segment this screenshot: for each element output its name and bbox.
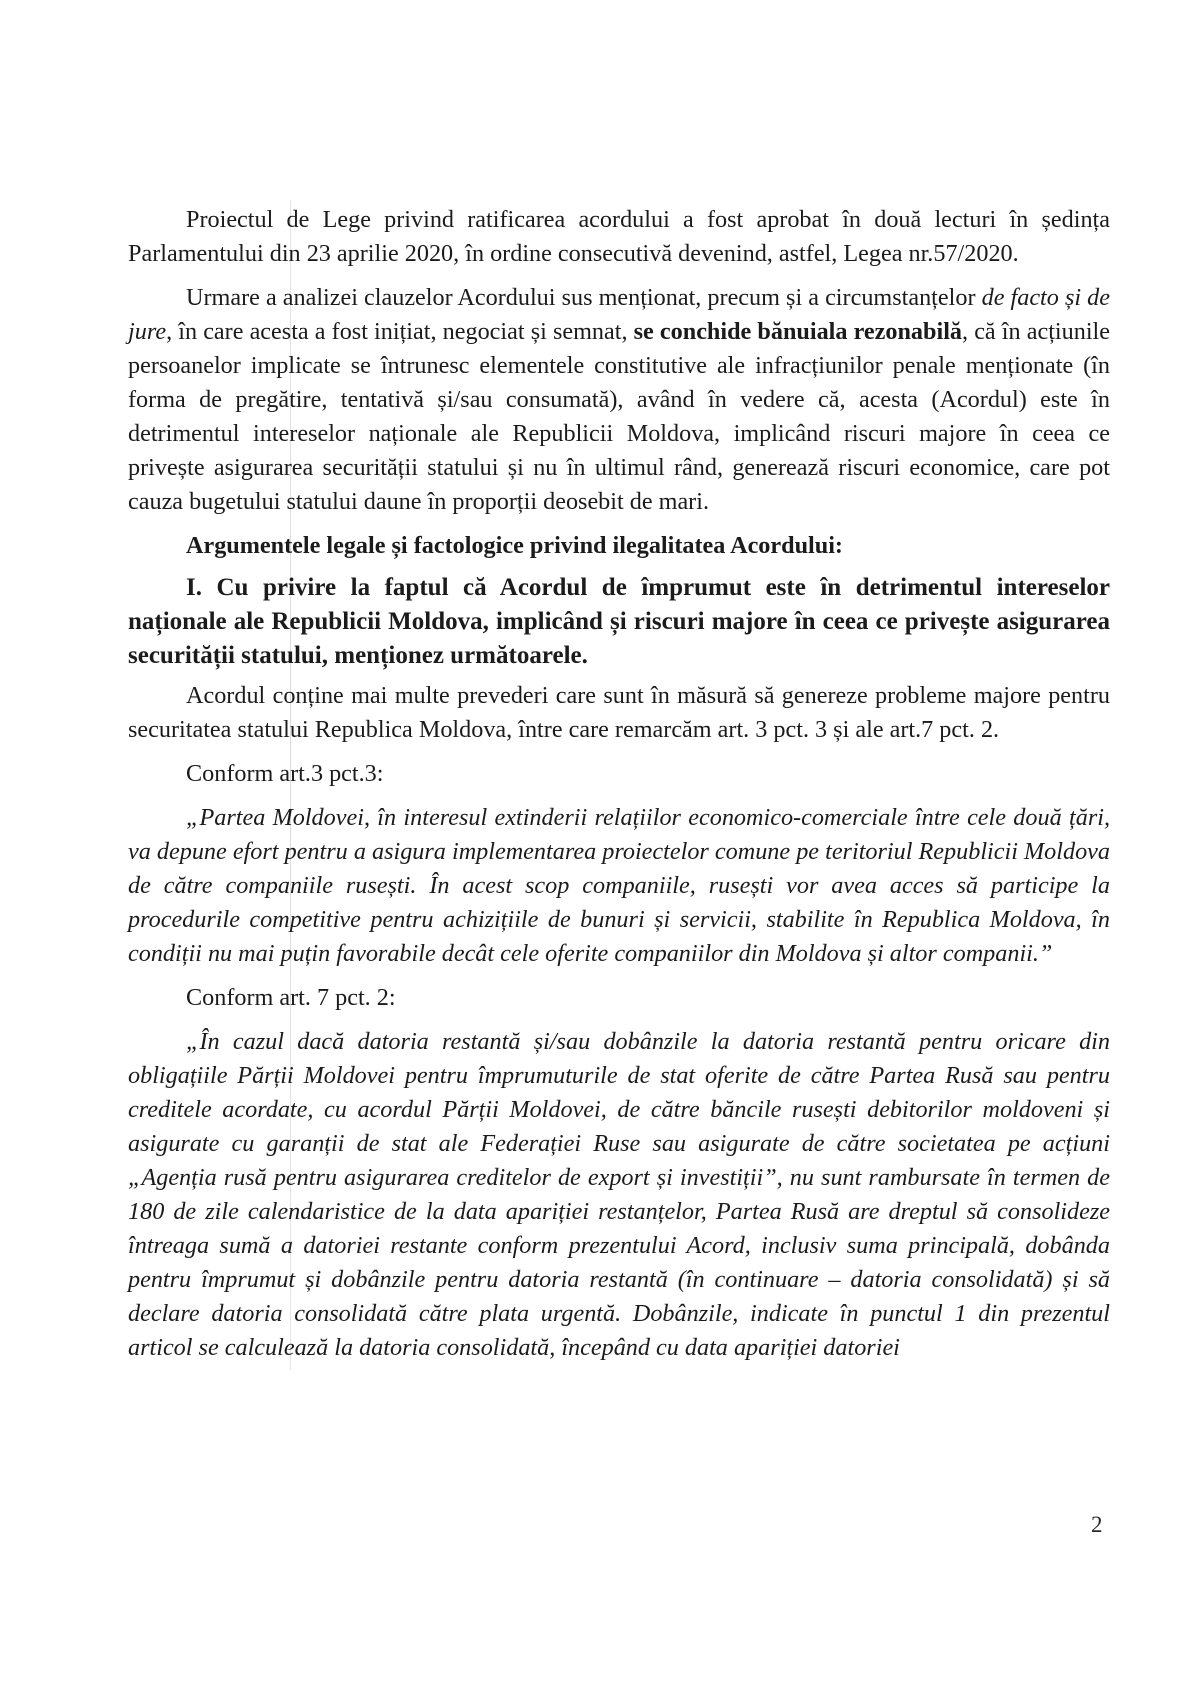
quote-art7: „În cazul dacă datoria restantă și/sau dobânzile la datoria restantă pentru oricare din obligațiile Părții Moldovei pentru împrumuturile de stat oferite de către Partea Rusă sau pentru creditele acordate, cu acordul Părții Moldovei, de către băncile rusești debitorilor moldoveni și asigurate cu garanții de stat ale Federației Ruse sau asigurate de către societatea pe acțiuni „Agenția rusă pentru asigurarea creditelor de export și investiții”, nu sunt rambursate în termen de 180 de zile calendaristice de la data apariției restanțelor, Partea Rusă are dreptul să consolideze întreaga sumă a datoriei restante conform prezentului Acord, inclusiv suma principală, dobânda pentru împrumut și dobânzile pentru datoria restantă (în continuare – datoria consolidată) și să declare datoria consolidată către plata urgentă. Dobânzile, indicate în punctul 1 din prezentul articol se calculează la datoria consolidată, începând cu data apariției datoriei xyxy=(128,1028,1110,1361)
quote-art3: „Partea Moldovei, în interesul extinderii relațiilor economico-comerciale între cele două țări, va depune efort pentru a asigura implementarea proiectelor comune pe teritoriul Republicii Moldova de către companiile rusești. În acest scop companiile, rusești vor avea acces să participe la procedurile competitive pentru achizițiile de bunuri și servicii, stabilite în Republica Moldova, în condiții nu mai puțin favorabile decât cele oferite companiilor din Moldova și altor companii.” xyxy=(128,804,1110,967)
paragraph-law-adoption: Proiectul de Lege privind ratificarea acordului a fost aprobat în două lecturi în ședința Parlamentului din 23 aprilie 2020, în ordine consecutivă devenind, astfel, Legea nr.57/2020. xyxy=(128,206,1110,267)
paragraph-conform-art7: Conform art. 7 pct. 2: xyxy=(186,984,396,1011)
page-number: 2 xyxy=(1091,1512,1103,1537)
document-body xyxy=(128,203,1110,1365)
paragraph-provisions: Acordul conține mai multe prevederi care sunt în măsură să genereze probleme majore pentru securitatea statului Republica Moldova, între care remarcăm art. 3 pct. 3 și ale art.7 pct. 2. xyxy=(128,682,1110,743)
italic-de-facto: de facto și de jure xyxy=(128,284,1110,345)
section-heading-arguments: Argumentele legale și factologice privind ilegalitatea Acordului: xyxy=(186,532,843,559)
bold-conclusion: se conchide bănuiala rezonabilă xyxy=(633,318,963,345)
paragraph-conform-art3: Conform art.3 pct.3: xyxy=(186,760,384,787)
section-heading-point-one: I. Cu privire la faptul că Acordul de împrumut este în detrimentul intereselor naționale ale Republicii Moldova, implicând și riscuri majore în ceea ce privește asigurarea securității statului, menționez următoarele. xyxy=(128,574,1110,669)
paragraph-analysis: Urmare a analizei clauzelor Acordului sus menționat, precum și a circumstanțelor de facto și de jure, în care acesta a fost inițiat, negociat și semnat, se conchide bănuiala rezonabilă, că în acțiunile persoanelor implicate se întrunesc elementele constitutive ale infracțiunilor penale menționate (în forma de pregătire, tentativă și/sau consumată), având în vedere că, acesta (Acordul) este în detrimentul intereselor naționale ale Republicii Moldova, implicând riscuri majore în ceea ce privește asigurarea securității statului și nu în ultimul rând, generează riscuri economice, care pot cauza bugetului statului daune în proporții deosebit de mari. xyxy=(128,284,1110,515)
